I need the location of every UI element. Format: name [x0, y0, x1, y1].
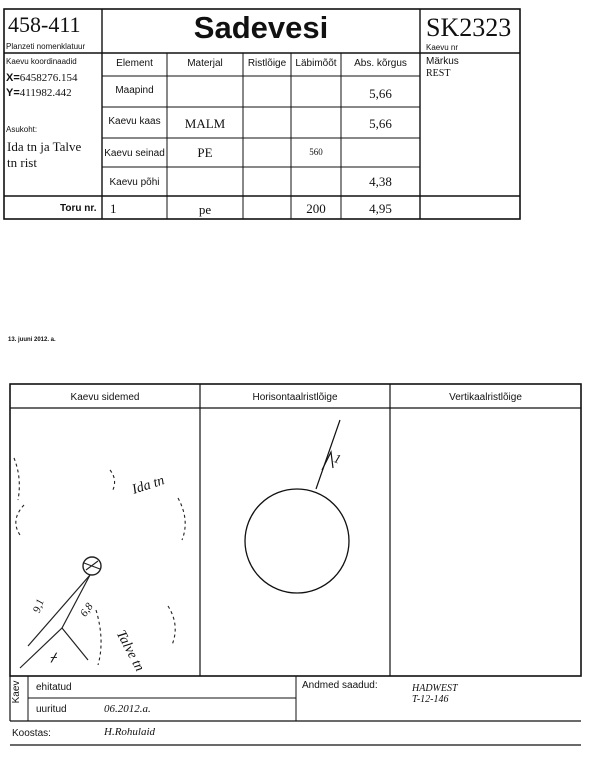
row-element: Kaevu seinad	[104, 148, 165, 159]
col-title-vertical: Vertikaalristlõige	[449, 392, 522, 403]
well-id: SK2323	[426, 13, 512, 42]
col-header-cross-section: Ristlõige	[247, 58, 287, 69]
remarks-value: REST	[426, 68, 451, 79]
row-material: MALM	[184, 116, 226, 131]
corner-mark: ᚋ	[50, 650, 56, 664]
col-header-abs-height: Abs. kõrgus	[354, 58, 407, 69]
row-element: Maapind	[115, 85, 154, 96]
coord-y-value: 411982.442	[19, 87, 72, 99]
street-label-ida: Ida tn	[130, 473, 167, 498]
col-title-horizontal: Horisontaalristlõige	[252, 392, 338, 403]
row-height: 4,38	[369, 174, 392, 189]
sheet-code-caption: Planzeti nomenklatuur	[6, 42, 86, 51]
date-stamp: 13. juuni 2012. a.	[8, 337, 56, 343]
author-value: H.Rohulaid	[104, 726, 156, 738]
row-height: 5,66	[369, 116, 392, 131]
col-title-connections: Kaevu sidemed	[70, 392, 140, 403]
page-title: Sadevesi	[193, 10, 329, 45]
location-line-2: tn rist	[7, 155, 37, 170]
data-source-line-2: T-12-146	[412, 694, 449, 705]
coord-x-value: 6458276.154	[19, 72, 78, 84]
well-side-label: Kaev	[11, 680, 22, 704]
coord-y	[6, 87, 72, 99]
built-label: ehitatud	[36, 682, 72, 693]
author-label: Koostas:	[12, 728, 51, 739]
col-header-diameter: Läbimõõt	[295, 58, 337, 69]
col-header-material: Materjal	[187, 58, 223, 69]
data-source-line-1: HADWEST	[412, 683, 458, 694]
coord-x	[6, 72, 78, 84]
row-diameter: 560	[309, 147, 323, 157]
sheet-code: 458-411	[8, 12, 81, 37]
pipe-number: 1	[110, 201, 117, 216]
measured-value: 06.2012.a.	[104, 703, 151, 715]
coords-caption: Kaevu koordinaadid	[6, 57, 77, 66]
location-caption: Asukoht:	[6, 125, 38, 134]
row-height: 5,66	[369, 86, 392, 101]
location-text	[7, 139, 81, 171]
col-header-element: Element	[116, 58, 153, 69]
measured-label: uuritud	[36, 704, 67, 715]
street-label-talve: Talve tn	[112, 628, 147, 675]
pipe-height: 4,95	[369, 201, 392, 216]
row-element: Kaevu põhi	[109, 177, 160, 188]
row-element: Kaevu kaas	[108, 116, 161, 127]
well-id-caption: Kaevu nr	[426, 43, 459, 52]
coord-y-label: Y=	[6, 87, 20, 99]
data-source-value	[412, 683, 458, 705]
pipe-label: Toru nr.	[60, 203, 97, 214]
well-cross-section	[245, 420, 349, 593]
location-line-1: Ida tn ja Talve	[7, 139, 82, 154]
pipe-diameter: 200	[306, 201, 326, 216]
remarks-label: Märkus	[426, 56, 459, 67]
pipe-material: pe	[198, 202, 212, 217]
dimension-a: 9,1	[30, 597, 47, 615]
dimension-b: 6,8	[78, 600, 96, 620]
row-material: PE	[197, 145, 213, 160]
coord-x-label: X=	[6, 72, 20, 84]
data-source-label: Andmed saadud:	[302, 680, 378, 691]
pipe-number-label: 1	[331, 450, 344, 467]
